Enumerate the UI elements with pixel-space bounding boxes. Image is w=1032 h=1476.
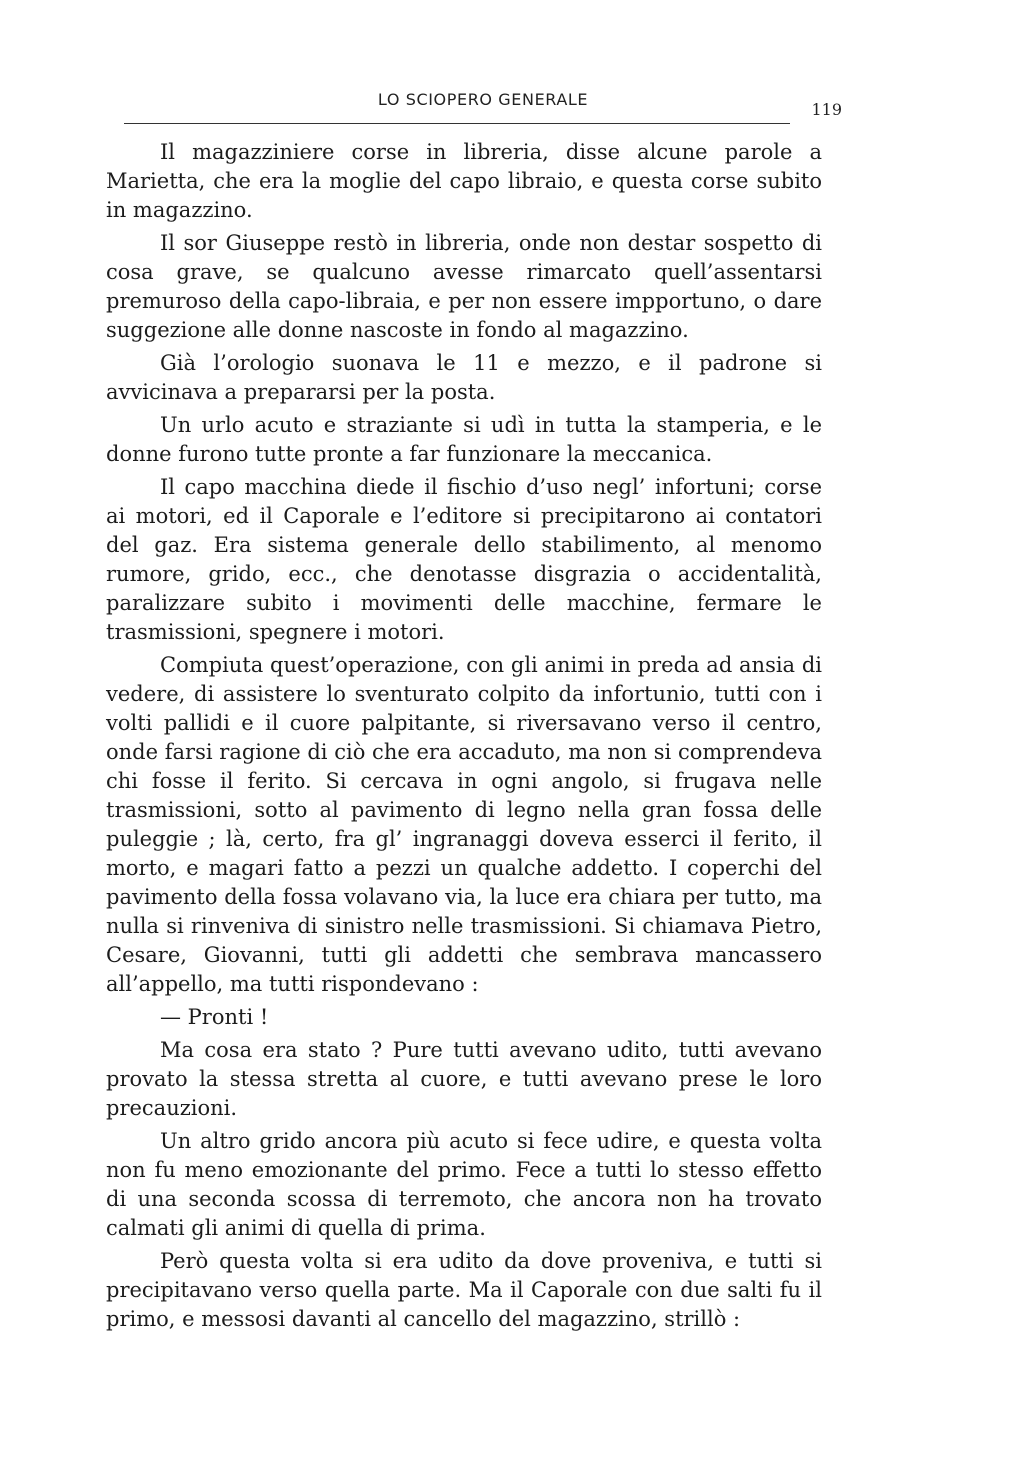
dialogue-line: — Pronti ! (160, 1005, 269, 1029)
body-text (106, 138, 822, 1338)
running-head (124, 88, 842, 118)
header-rule (124, 123, 790, 124)
paragraph: Già l’orologio suonava le 11 e mezzo, e il padrone si avvicinava a prepararsi per la posta. (106, 351, 822, 404)
paragraph: Il sor Giuseppe restò in libreria, onde non destar sospetto di cosa grave, se qualcuno avesse rimarcato quell’assentarsi premuroso della capo-libraia, e per non essere impportuno, o dare suggezione alle donne nascoste in fondo al magazzino. (106, 231, 822, 342)
paragraph: Il magazziniere corse in libreria, disse alcune parole a Marietta, che era la moglie del capo libraio, e questa corse subito in magazzino. (106, 140, 822, 222)
paragraph: Il capo macchina diede il fischio d’uso negl’ infortuni; corse ai motori, ed il Caporale e l’editore si precipitarono ai contatori del gaz. Era sistema generale dello stabilimento, al menomo rumore, grido, ecc., che denotasse disgrazia o accidentalità, paralizzare subito i movimenti delle macchine, fermare le trasmissioni, spegnere i motori. (106, 475, 822, 644)
paragraph: Però questa volta si era udito da dove proveniva, e tutti si precipitavano verso quella parte. Ma il Caporale con due salti fu il primo, e messosi davanti al cancello del magazzino, strillò : (106, 1249, 822, 1331)
paragraph: Compiuta quest’operazione, con gli animi in preda ad ansia di vedere, di assistere lo sventurato colpito da infortunio, tutti con i volti pallidi e il cuore palpitante, si riversavano verso il centro, onde farsi ragione di ciò che era accaduto, ma non si comprendeva chi fosse il ferito. Si cercava in ogni angolo, si frugava nelle trasmissioni, sotto al pavimento di legno nella gran fossa delle puleggie ; là, certo, fra gl’ ingranaggi doveva esserci il ferito, il morto, e magari fatto a pezzi un qualche addetto. I coperchi del pavimento della fossa volavano via, la luce era chiara per tutto, ma nulla si rinveniva di sinistro nelle trasmissioni. Si chiamava Pietro, Cesare, Giovanni, tutti gli addetti che sembrava mancassero all’appello, ma tutti rispondevano : (106, 653, 822, 996)
paragraph: Un urlo acuto e straziante si udì in tutta la stamperia, e le donne furono tutte pronte a far funzionare la meccanica. (106, 413, 822, 466)
running-title: LO SCIOPERO GENERALE (377, 90, 589, 109)
paragraph: Un altro grido ancora più acuto si fece udire, e questa volta non fu meno emozionante del primo. Fece a tutti lo stesso effetto di una seconda scossa di terremoto, che ancora non ha trovato calmati gli animi di quella di prima. (106, 1129, 822, 1240)
paragraph: Ma cosa era stato ? Pure tutti avevano udito, tutti avevano provato la stessa stretta al cuore, e tutti avevano prese le loro precauzioni. (106, 1038, 822, 1120)
page-number: 119 (811, 100, 842, 119)
